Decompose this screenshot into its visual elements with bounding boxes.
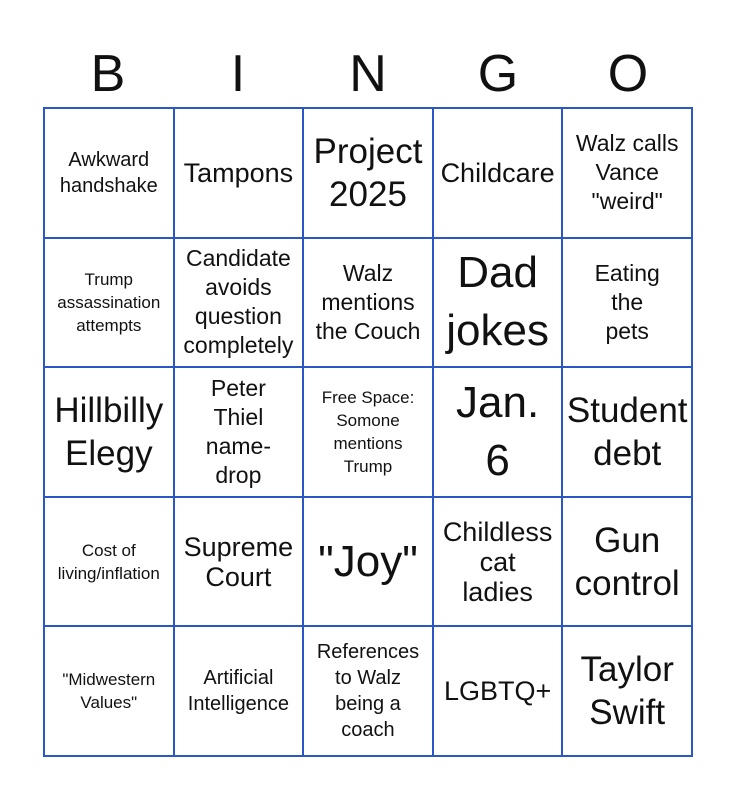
bingo-cell[interactable]: [562, 238, 692, 368]
bingo-cell[interactable]: [44, 626, 174, 756]
bingo-cell-label: "Midwestern Values": [62, 670, 156, 713]
bingo-cell[interactable]: [174, 626, 304, 756]
bingo-cell[interactable]: [44, 238, 174, 368]
bingo-cell-label: Walz calls Vance "weird": [575, 130, 679, 215]
bingo-cell-label: "Joy": [318, 536, 418, 586]
bingo-cell-label: Walz mentions the Couch: [315, 259, 421, 344]
bingo-cell-label: Eating the pets: [594, 259, 660, 344]
bingo-cell[interactable]: [303, 108, 433, 238]
bingo-cell[interactable]: [303, 497, 433, 627]
bingo-cell-label: Supreme Court: [183, 531, 294, 592]
bingo-cell[interactable]: [44, 497, 174, 627]
bingo-cell[interactable]: [562, 497, 692, 627]
bingo-cell[interactable]: [433, 367, 563, 497]
bingo-cell-label: Trump assassination attempts: [57, 269, 161, 335]
bingo-cell[interactable]: [433, 497, 563, 627]
header-letter-i: I: [230, 45, 246, 103]
bingo-cell[interactable]: [174, 238, 304, 368]
bingo-cell-label: Childcare: [440, 157, 555, 188]
bingo-cell-label: References to Walz being a coach: [316, 641, 420, 742]
header-letter-g: G: [477, 45, 519, 103]
bingo-cell-label: Jan. 6: [456, 377, 540, 485]
bingo-cell[interactable]: [174, 108, 304, 238]
bingo-cell-label: Student debt: [566, 390, 688, 473]
bingo-cell-label: Dad jokes: [446, 248, 549, 356]
bingo-cell-label: Taylor Swift: [580, 650, 674, 733]
bingo-cell-label: Tampons: [183, 157, 294, 188]
bingo-cell-label: Artificial Intelligence: [187, 667, 289, 716]
bingo-cell[interactable]: [433, 626, 563, 756]
bingo-cell[interactable]: [433, 108, 563, 238]
header-letter-o: O: [607, 45, 649, 103]
bingo-cell-label: Awkward handshake: [59, 148, 158, 197]
header-letter-b: B: [90, 45, 126, 103]
bingo-cell[interactable]: [174, 497, 304, 627]
bingo-cell[interactable]: [44, 108, 174, 238]
bingo-header: [43, 44, 693, 104]
bingo-cell-label: Childless cat ladies: [442, 516, 553, 607]
bingo-cell-label: Cost of living/inflation: [57, 540, 160, 583]
bingo-cell[interactable]: [562, 367, 692, 497]
bingo-cell-label: Free Space: Somone mentions Trump: [321, 387, 415, 476]
bingo-cell-label: Gun control: [574, 520, 680, 603]
bingo-board: [43, 107, 693, 757]
bingo-cell[interactable]: [303, 238, 433, 368]
bingo-cell[interactable]: [303, 626, 433, 756]
bingo-cell-label: LGBTQ+: [443, 676, 552, 707]
bingo-cell-label: Peter Thiel name- drop: [205, 374, 271, 488]
bingo-cell[interactable]: [562, 108, 692, 238]
bingo-cell[interactable]: [174, 367, 304, 497]
bingo-cell-label: Candidate avoids question completely: [183, 245, 294, 359]
bingo-cell[interactable]: [303, 367, 433, 497]
bingo-cell-label: Hillbilly Elegy: [54, 390, 164, 473]
header-letter-n: N: [349, 45, 387, 103]
bingo-cell[interactable]: [562, 626, 692, 756]
bingo-cell-label: Project 2025: [313, 131, 423, 214]
bingo-cell[interactable]: [433, 238, 563, 368]
bingo-cell[interactable]: [44, 367, 174, 497]
